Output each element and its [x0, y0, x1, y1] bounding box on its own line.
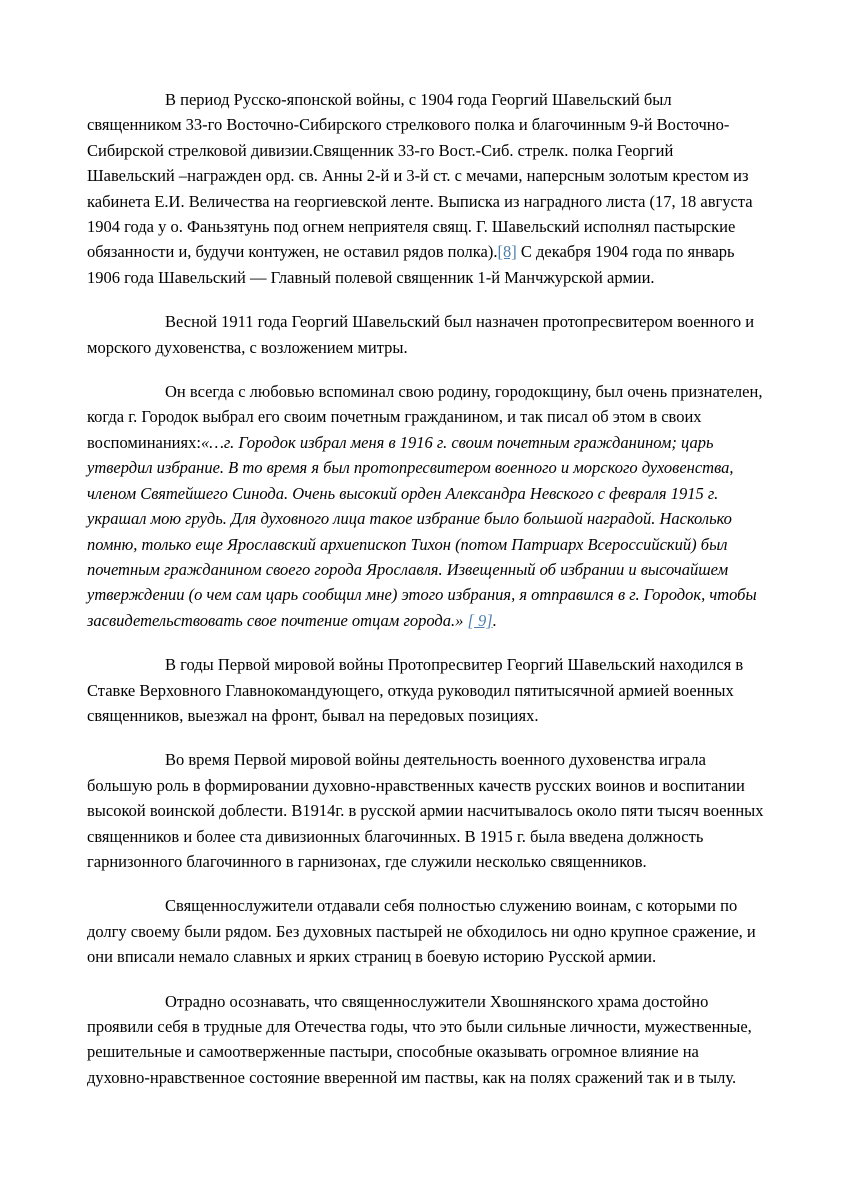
- paragraph-military-clergy-role: [87, 747, 765, 874]
- paragraph-7-text: Отрадно осознавать, что священнослужители Хвошнянского храма достойно проявили себя в трудные для Отечества годы, что это были сильные личности, мужественные, решительные и самоотверженные пастыри, способные оказывать огромное влияние на духовно-нравственное состояние вверенной им паствы, как на полях сражений так и в тылу.: [87, 991, 752, 1087]
- paragraph-4-text: В годы Первой мировой войны Протопресвитер Георгий Шавельский находился в Ставке Верховного Главнокомандующего, откуда руководил пятитысячной армией военных священников, выезжал на фронт, бывал на передовых позициях.: [87, 655, 744, 725]
- paragraph-3-closing-period: .: [492, 610, 497, 630]
- paragraph-1-text-before-link: В период Русско-японской войны, с 1904 года Георгий Шавельский был священником 33-го Восточно-Сибирского стрелкового полка и благочинным 9-й Восточно-Сибирской стрелковой дивизии.Священник 33-го Вост.-Сиб. стрелк. полка Георгий Шавельский –награжден орд. св. Анны 2-й и 3-й ст. с мечами, наперсным золотым крестом из кабинета Е.И. Величества на георгиевской ленте. Выписка из наградного листа (17, 18 августа 1904 года у о. Фаньзятунь под огнем неприятеля свящ. Г. Шавельский исполнял пастырские обязанности и, будучи контужен, не оставил рядов полка).: [87, 90, 753, 262]
- paragraph-wwi-stavka: [87, 652, 765, 728]
- paragraph-honorary-citizen-memoir: [87, 379, 765, 633]
- paragraph-3-intro-text: Он всегда с любовью вспоминал свою родину, городокщину, был очень признателен, когда г. Городок выбрал его своим почетным гражданином, и так писал об этом в своих воспоминаниях:: [87, 382, 763, 452]
- paragraph-6-text: Священнослужители отдавали себя полностью служению воинам, с которыми по долгу своему были рядом. Без духовных пастырей не обходилось ни одно крупное сражение, и они вписали немало славных и ярких страниц в боевую историю Русской армии.: [87, 896, 756, 967]
- paragraph-2-text: Весной 1911 года Георгий Шавельский был назначен протопресвитером военного и морского духовенства, с возложением митры.: [87, 312, 755, 357]
- paragraph-khvoshno-church-conclusion: [87, 989, 765, 1091]
- paragraph-5-text: Во время Первой мировой войны деятельность военного духовенства играла большую роль в формировании духовно-нравственных качеств русских воинов и воспитании высокой воинской доблести. В1914г. в русской армии насчитывалось около пяти тысяч военных священников и более ста дивизионных благочинных. В 1915 г. была введена должность гарнизонного благочинного в гарнизонах, где служили несколько священников.: [87, 750, 764, 871]
- paragraph-1-text-after-link: С декабря 1904 года по январь 1906 года Шавельский — Главный полевой священник 1-й Манчжурской армии.: [87, 242, 735, 287]
- paragraph-protopresbyter-appointment: [87, 309, 765, 360]
- paragraph-clergy-service: [87, 893, 765, 969]
- memoir-quote-text: «…г. Городок избрал меня в 1916 г. своим почетным гражданином; царь утвердил избрание. В то время я был протопресвитером военного и морского духовенства, членом Святейшего Синода. Очень высокий орден Александра Невского с февраля 1915 г. украшал мою грудь. Для духовного лица такое избрание было большой наградой. Насколько помню, только еще Ярославский архиепископ Тихон (потом Патриарх Всероссийский) был почетным гражданином своего города Ярославля. Извещенный об избрании и высочайшем утверждении (о чем сам царь сообщил мне) этого избрания, я отправился в г. Городок, чтобы засвидетельствовать свое почтение отцам города.»: [87, 432, 757, 630]
- footnote-link-8[interactable]: [8]: [497, 242, 517, 262]
- footnote-link-9[interactable]: [ 9]: [467, 610, 493, 630]
- paragraph-russo-japanese-war: [87, 87, 765, 290]
